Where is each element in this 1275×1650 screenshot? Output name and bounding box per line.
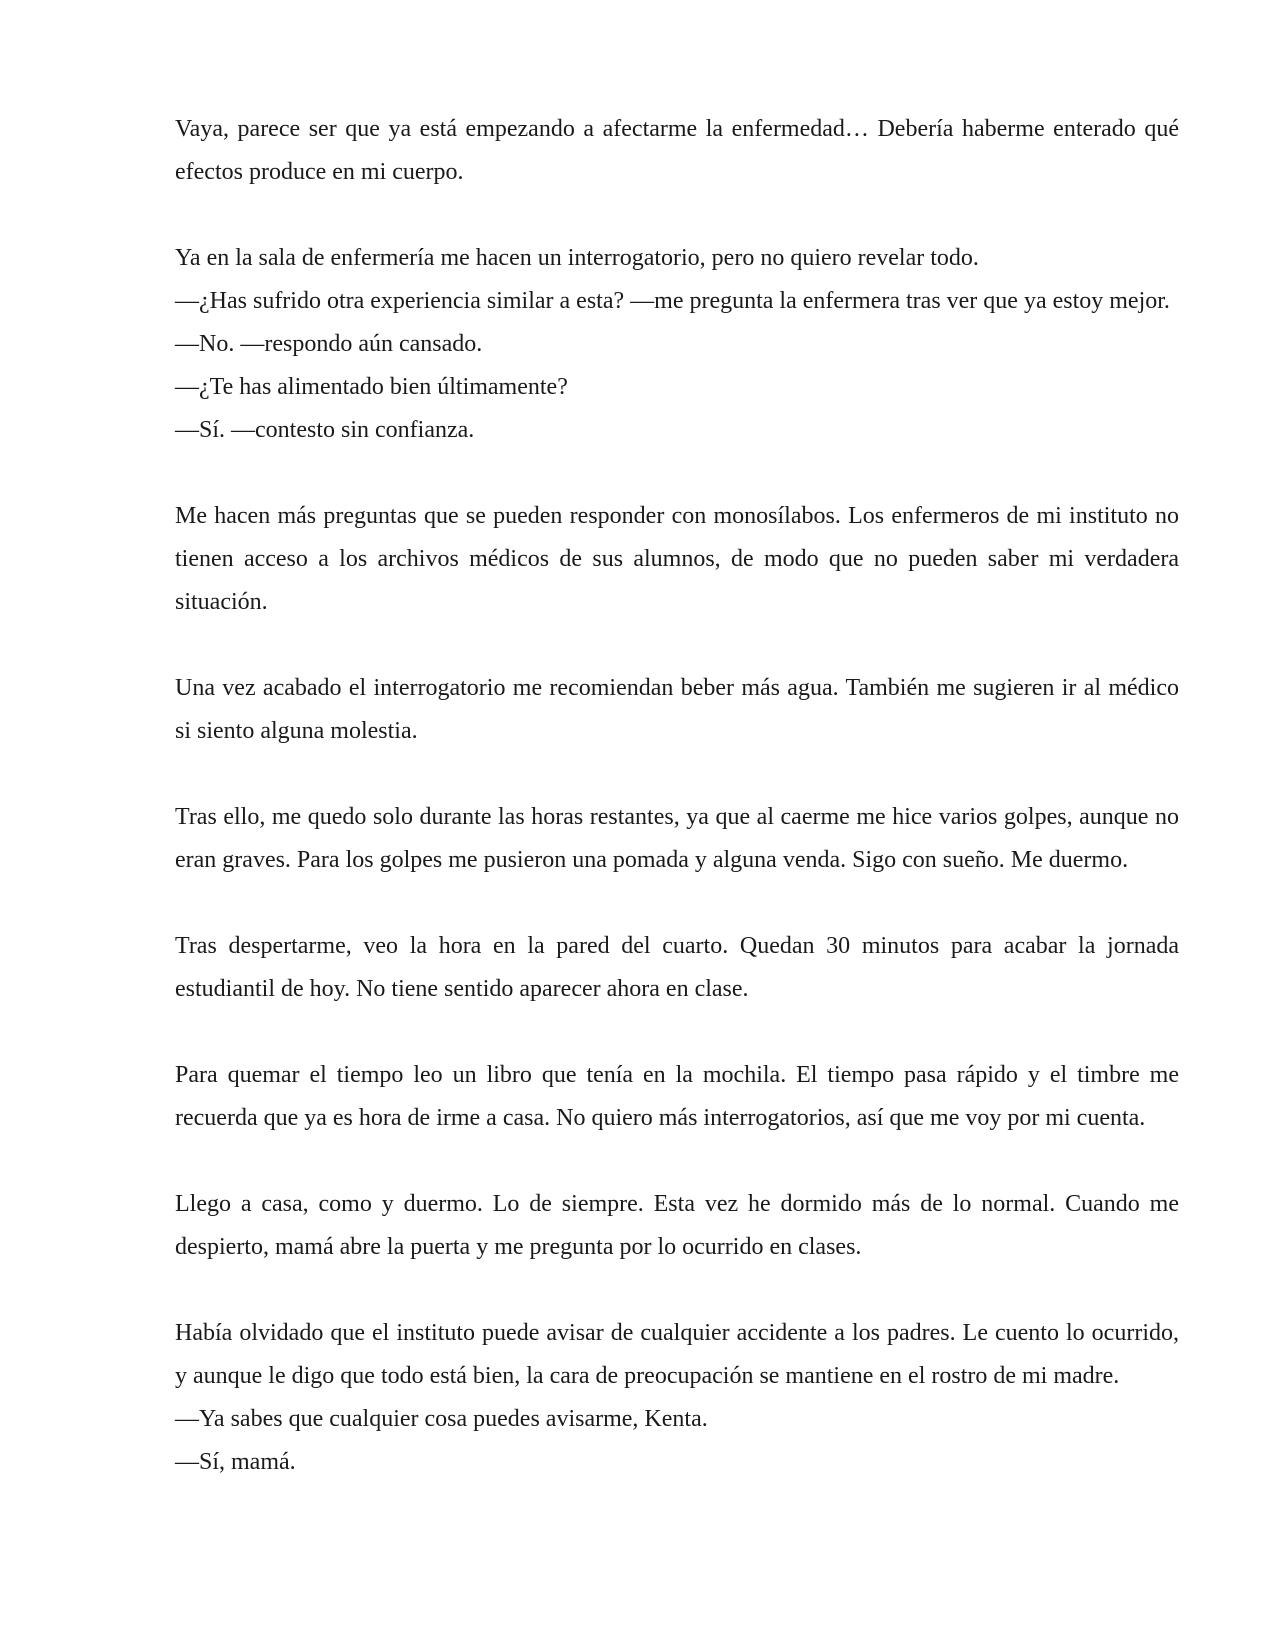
dialogue-line: —No. —respondo aún cansado. <box>175 331 483 357</box>
text-line: Una vez acabado el interrogatorio me recomiendan beber más agua. También me sugieren ir al médico si siento alguna molestia. <box>175 675 1179 744</box>
paragraph <box>175 108 1179 194</box>
text-line: Llego a casa, como y duermo. Lo de siempre. Esta vez he dormido más de lo normal. Cuando me despierto, mamá abre la puerta y me pregunta por lo ocurrido en clases. <box>175 1191 1179 1260</box>
paragraph <box>175 1312 1179 1484</box>
text-line: Ya en la sala de enfermería me hacen un interrogatorio, pero no quiero revelar todo. <box>175 245 979 271</box>
paragraph <box>175 1054 1179 1140</box>
text-line: Tras ello, me quedo solo durante las horas restantes, ya que al caerme me hice varios golpes, aunque no eran graves. Para los golpes me pusieron una pomada y alguna venda. Sigo con sueño. Me duermo. <box>175 804 1179 873</box>
paragraph <box>175 925 1179 1011</box>
text-line: Había olvidado que el instituto puede avisar de cualquier accidente a los padres. Le cuento lo ocurrido, y aunque le digo que todo está bien, la cara de preocupación se mantiene en el rostro de mi madre. <box>175 1320 1179 1389</box>
dialogue-line: —¿Te has alimentado bien últimamente? <box>175 374 568 400</box>
paragraph <box>175 667 1179 753</box>
paragraph <box>175 1183 1179 1269</box>
dialogue-line: —¿Has sufrido otra experiencia similar a esta? —me pregunta la enfermera tras ver que ya estoy mejor. <box>175 288 1170 314</box>
dialogue-line: —Sí. —contesto sin confianza. <box>175 417 475 443</box>
paragraph <box>175 237 1179 452</box>
text-line: Para quemar el tiempo leo un libro que tenía en la mochila. El tiempo pasa rápido y el timbre me recuerda que ya es hora de irme a casa. No quiero más interrogatorios, así que me voy por mi cuenta. <box>175 1062 1179 1131</box>
text-line: Me hacen más preguntas que se pueden responder con monosílabos. Los enfermeros de mi instituto no tienen acceso a los archivos médicos de sus alumnos, de modo que no pueden saber mi verdadera situación. <box>175 503 1179 615</box>
dialogue-line: —Ya sabes que cualquier cosa puedes avisarme, Kenta. <box>175 1406 708 1432</box>
text-line: Tras despertarme, veo la hora en la pared del cuarto. Quedan 30 minutos para acabar la jornada estudiantil de hoy. No tiene sentido aparecer ahora en clase. <box>175 933 1179 1002</box>
dialogue-line: —Sí, mamá. <box>175 1449 296 1475</box>
document-page <box>175 108 1179 1484</box>
text-line: Vaya, parece ser que ya está empezando a afectarme la enfermedad… Debería haberme enterado qué efectos produce en mi cuerpo. <box>175 116 1179 185</box>
paragraph <box>175 495 1179 624</box>
paragraph <box>175 796 1179 882</box>
